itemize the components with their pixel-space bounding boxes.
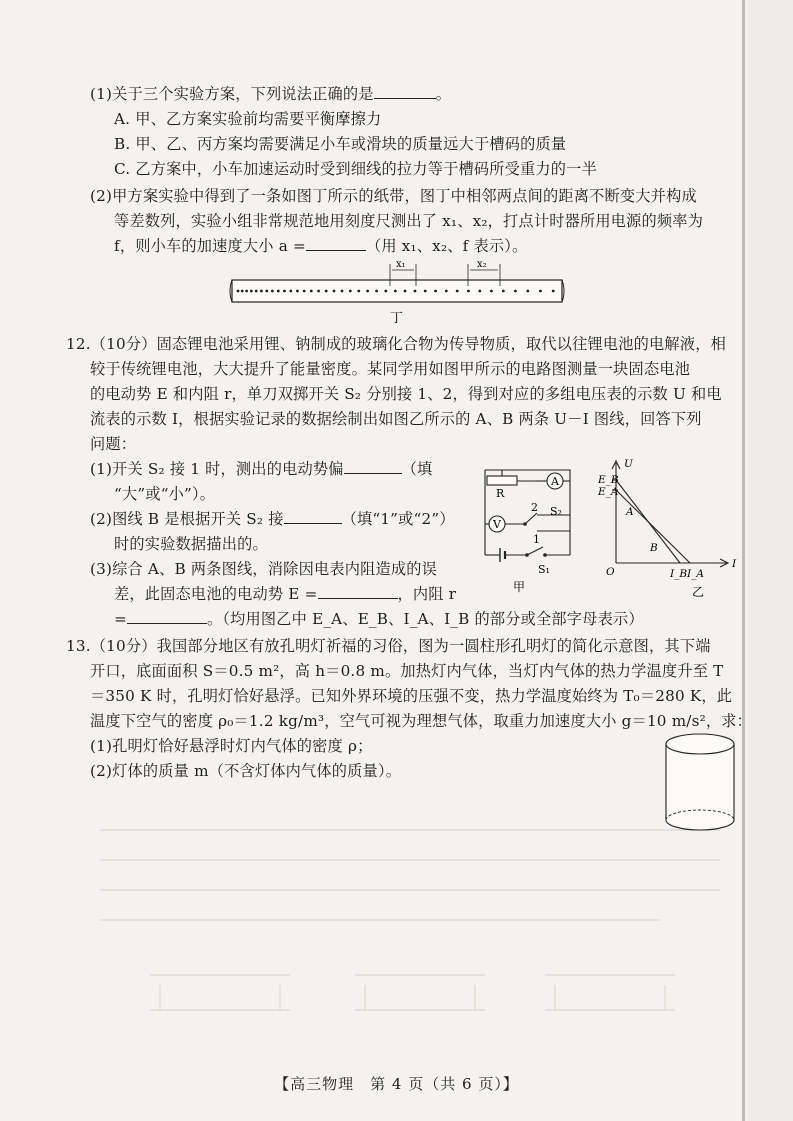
tape-dot bbox=[237, 290, 240, 293]
tape-dot bbox=[394, 290, 397, 293]
tape-dot bbox=[303, 290, 306, 293]
tape-dot bbox=[375, 290, 378, 293]
q11-option-a: A. 甲、乙方案实验前均需要平衡摩擦力 bbox=[114, 110, 382, 128]
graph-origin: O bbox=[606, 566, 615, 578]
q11-part2-line3: f，则小车的加速度大小 a = （用 x₁、x₂、f 表示）。 bbox=[114, 237, 528, 255]
q12-intro-4: 流表的示数 I，根据实验记录的数据绘制出如图乙所示的 A、B 两条 U－I 图线，回答下列 bbox=[90, 410, 702, 428]
tape-dot bbox=[424, 290, 427, 293]
q11-part1-answer-blank[interactable] bbox=[374, 84, 436, 99]
tape-dot bbox=[404, 290, 407, 293]
tape-dot bbox=[260, 290, 263, 293]
tape-dot bbox=[349, 290, 352, 293]
tape-dot bbox=[283, 290, 286, 293]
q12-part1: (1)开关 S₂ 接 1 时，测出的电动势偏 （填 bbox=[90, 460, 433, 478]
tape-dot bbox=[467, 290, 470, 293]
q13-part1: (1)孔明灯恰好悬浮时灯内气体的密度 ρ； bbox=[90, 737, 373, 755]
tape-dot bbox=[265, 290, 268, 293]
q12-intro-2: 较于传统锂电池，大大提升了能量密度。某同学用如图甲所示的电路图测量一块固态电池 bbox=[90, 360, 691, 378]
tape-dot bbox=[241, 290, 244, 293]
q11-option-b: B. 甲、乙、丙方案均需要满足小车或滑块的质量远大于槽码的质量 bbox=[114, 135, 567, 153]
tape-x1-label: x₁ bbox=[396, 259, 406, 270]
q12-part1-cont: “大”或“小”）。 bbox=[114, 485, 216, 503]
q13-line4: 温度下空气的密度 ρ₀＝1.2 kg/m³，空气可视为理想气体，取重力加速度大小 g＝10 m/s²，求： bbox=[90, 712, 753, 730]
graph-axis-I: I bbox=[732, 558, 737, 570]
tape-dot bbox=[552, 290, 555, 293]
q12-part3: (3)综合 A、B 两条图线，消除因电表内阻造成的误 bbox=[90, 560, 438, 578]
tape-dot bbox=[341, 290, 344, 293]
q12-resistance-answer-blank[interactable] bbox=[127, 609, 207, 624]
q12-intro-1: 12.（10分）固态锂电池采用锂、钠制成的玻璃化合物为传导物质，取代以往锂电池的电解液，相 bbox=[66, 335, 726, 353]
graph-label-IB: I_B bbox=[670, 568, 688, 580]
circuit-label-A: A bbox=[551, 475, 559, 488]
tape-dot bbox=[414, 290, 417, 293]
tape-dot bbox=[317, 290, 320, 293]
tape-dot bbox=[456, 290, 459, 293]
q13-line2: 开口，底面面积 S＝0.5 m²，高 h＝0.8 m。加热灯内气体，当灯内气体的热力学温度升至 T bbox=[90, 662, 724, 680]
q13-part2: (2)灯体的质量 m（不含灯体内气体的质量）。 bbox=[90, 762, 402, 780]
graph-label-IA: I_A bbox=[687, 568, 704, 580]
q12-part3-line3: = 。（均用图乙中 E_A、E_B、I_A、I_B 的部分或全部字母表示） bbox=[114, 610, 644, 628]
cylinder-lantern-figure bbox=[662, 728, 738, 838]
tape-figure-label: 丁 bbox=[390, 311, 404, 326]
circuit-figure-label: 甲 bbox=[513, 580, 526, 594]
circuit-label-R: R bbox=[496, 487, 505, 500]
graph-label-B: B bbox=[650, 542, 658, 554]
circuit-label-2: 2 bbox=[531, 501, 538, 514]
q12-switch-position-blank[interactable] bbox=[284, 509, 342, 524]
tape-dot bbox=[502, 290, 505, 293]
tape-dot bbox=[434, 290, 437, 293]
tape-dot bbox=[250, 290, 253, 293]
tape-dot bbox=[296, 290, 299, 293]
q12-part2-cont: 时的实验数据描出的。 bbox=[114, 535, 268, 553]
tape-dot bbox=[514, 290, 517, 293]
tape-dot bbox=[310, 290, 313, 293]
q12-intro-3: 的电动势 E 和内阻 r，单刀双掷开关 S₂ 分别接 1、2，得到对应的多组电压表的示数 U 和电 bbox=[90, 385, 722, 403]
q13-line3: ＝350 K 时，孔明灯恰好悬浮。已知外界环境的压强不变，热力学温度始终为 T₀＝280 K，此 bbox=[90, 687, 733, 705]
tape-dot bbox=[445, 290, 448, 293]
tape-dot bbox=[245, 290, 248, 293]
q12-emf-answer-blank[interactable] bbox=[318, 584, 398, 599]
ui-graph bbox=[592, 455, 742, 600]
tape-dot bbox=[478, 290, 481, 293]
q11-part2-line1: (2)甲方案实验中得到了一条如图丁所示的纸带，图丁中相邻两点间的距离不断变大并构成 bbox=[90, 187, 697, 205]
q11-acceleration-answer-blank[interactable] bbox=[306, 236, 366, 251]
graph-label-EB: E_B bbox=[598, 474, 619, 486]
circuit-label-S1: S₁ bbox=[538, 563, 550, 576]
q11-part2-line2: 等差数列，实验小组非常规范地用刻度尺测出了 x₁、x₂，打点计时器所用电源的频率为 bbox=[114, 212, 704, 230]
tape-dot bbox=[289, 290, 292, 293]
circuit-diagram bbox=[455, 455, 605, 595]
q13-line1: 13.（10分）我国部分地区有放孔明灯祈福的习俗，图为一圆柱形孔明灯的简化示意图，其下端 bbox=[66, 637, 711, 655]
tape-dot bbox=[357, 290, 360, 293]
tape-dot bbox=[539, 290, 542, 293]
circuit-label-1: 1 bbox=[533, 533, 540, 546]
tape-dot bbox=[384, 290, 387, 293]
q12-part3-line2: 差，此固态电池的电动势 E = ，内阻 r bbox=[114, 585, 457, 603]
graph-label-A: A bbox=[626, 506, 634, 518]
tape-dot bbox=[526, 290, 529, 293]
q11-part1: (1)关于三个实验方案，下列说法正确的是 。 bbox=[90, 85, 452, 103]
tape-dot bbox=[325, 290, 328, 293]
q12-part2: (2)图线 B 是根据开关 S₂ 接 （填“1”或“2”） bbox=[90, 510, 455, 528]
tape-x2-label: x₂ bbox=[477, 259, 487, 270]
circuit-label-V: V bbox=[493, 518, 501, 531]
page-footer: 【高三物理 第 4 页（共 6 页）】 bbox=[274, 1075, 519, 1093]
graph-axis-U: U bbox=[624, 458, 633, 470]
tape-dot bbox=[366, 290, 369, 293]
q11-option-c: C. 乙方案中，小车加速运动时受到细线的拉力等于槽码所受重力的一半 bbox=[114, 160, 597, 178]
tape-dot bbox=[255, 290, 258, 293]
q12-emf-bias-blank[interactable] bbox=[344, 459, 402, 474]
paper-tape-figure bbox=[228, 256, 568, 326]
tape-dot bbox=[333, 290, 336, 293]
q12-intro-5: 问题： bbox=[90, 435, 137, 453]
tape-dot bbox=[277, 290, 280, 293]
graph-figure-label: 乙 bbox=[692, 585, 705, 599]
circuit-label-S2: S₂ bbox=[550, 505, 562, 518]
graph-label-EA: E_A bbox=[598, 486, 619, 498]
tape-dot bbox=[271, 290, 274, 293]
tape-dot bbox=[490, 290, 493, 293]
